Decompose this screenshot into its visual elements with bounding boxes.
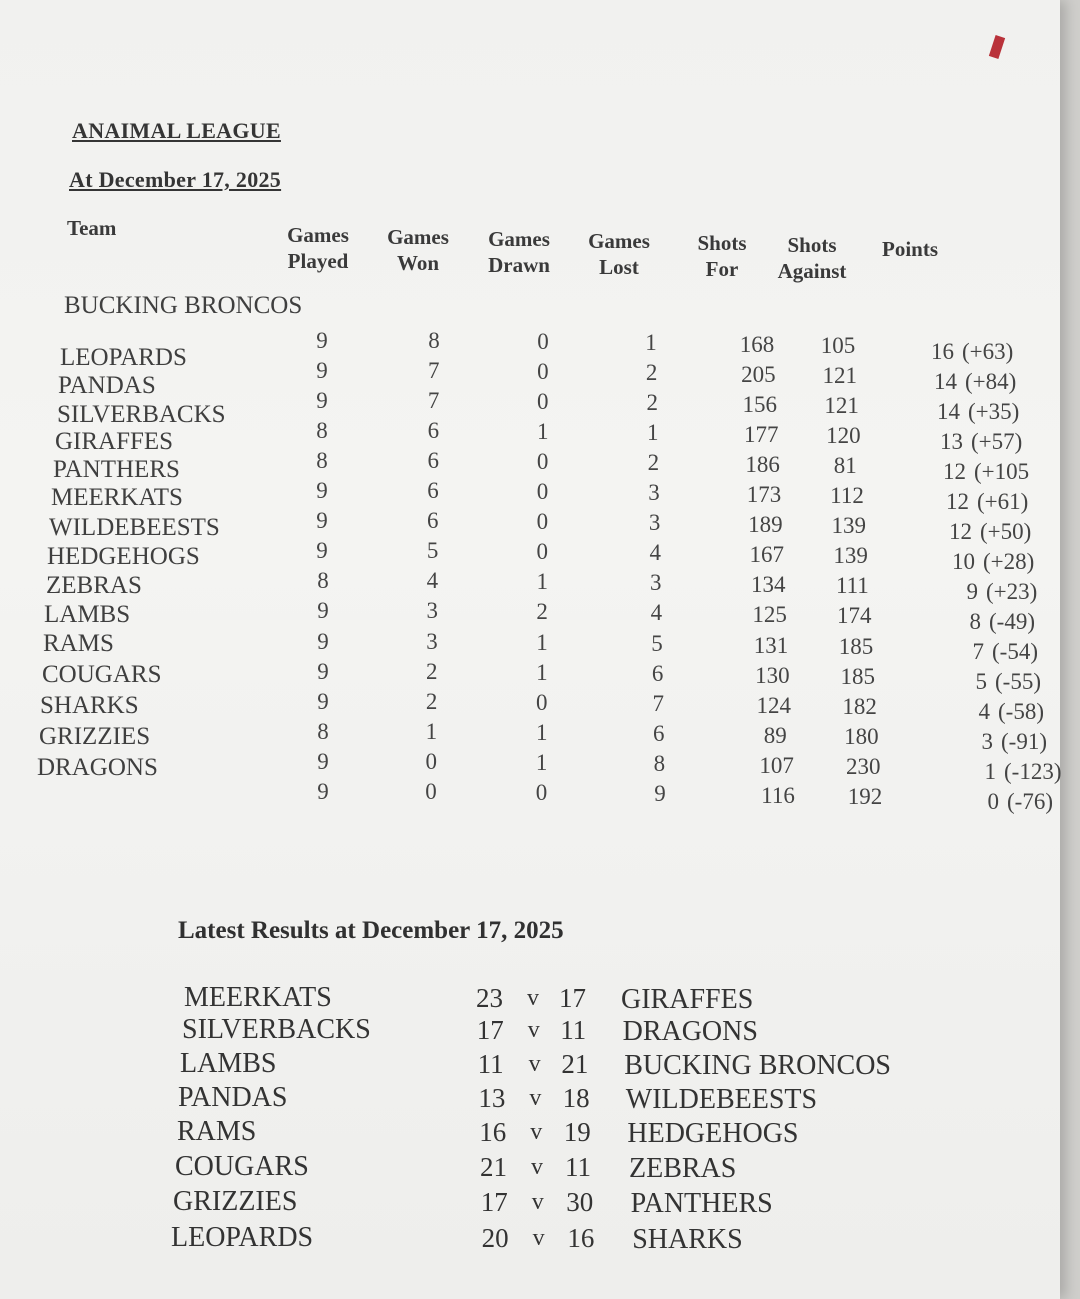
header-won-line: Games — [387, 225, 449, 249]
result-home-score: 21 — [480, 1152, 507, 1182]
cell-played: 9 — [316, 478, 328, 504]
result-away-team: WILDEBEESTS — [625, 1084, 818, 1115]
cell-points — [967, 729, 1047, 755]
results-title: Latest Results at December 17, 2025 — [178, 917, 564, 944]
goal-difference: (-76) — [1007, 788, 1053, 814]
cell-won: 2 — [425, 688, 438, 714]
cell-played: 9 — [317, 778, 329, 804]
result-home-score: 17 — [476, 1015, 504, 1045]
cell-shots-for: 167 — [749, 542, 785, 568]
cell-drawn: 1 — [536, 629, 548, 655]
points-value: 12 — [949, 518, 972, 544]
cell-played: 9 — [317, 688, 329, 714]
cell-won: 0 — [425, 778, 437, 804]
cell-shots-for: 205 — [741, 362, 776, 388]
result-away-team: PANTHERS — [630, 1188, 773, 1219]
cell-won: 5 — [426, 538, 439, 564]
points-value: 4 — [978, 698, 990, 724]
result-away-score: 16 — [567, 1223, 595, 1253]
header-played-line: Games — [287, 223, 349, 247]
cell-lost: 4 — [649, 540, 661, 566]
cell-shots-against: 180 — [844, 723, 879, 749]
team-name: MEERKATS — [51, 484, 183, 511]
points-value: 16 — [931, 339, 954, 364]
cell-played: 9 — [317, 598, 329, 624]
goal-difference: (+50) — [980, 518, 1032, 544]
cell-shots-for: 125 — [752, 602, 787, 628]
cell-lost: 3 — [648, 510, 661, 536]
cell-played: 9 — [316, 358, 328, 384]
cell-shots-against: 111 — [835, 573, 869, 599]
cell-played: 8 — [316, 448, 328, 474]
cell-drawn: 2 — [536, 599, 548, 625]
cell-points — [955, 609, 1035, 635]
cell-points — [943, 489, 1028, 515]
cell-points — [970, 759, 1061, 785]
header-won-line: Won — [396, 251, 440, 275]
cell-shots-for: 189 — [748, 512, 783, 538]
cell-drawn: 0 — [535, 779, 548, 805]
goal-difference: (-58) — [998, 698, 1044, 724]
result-versus: v — [532, 1225, 545, 1251]
cell-drawn: 0 — [537, 359, 549, 385]
cell-shots-for: 173 — [746, 482, 782, 508]
result-versus: v — [527, 1017, 540, 1043]
team-name: ZEBRAS — [46, 572, 142, 599]
header-shots-for — [697, 230, 746, 282]
goal-difference: (+57) — [971, 428, 1023, 454]
cell-shots-against: 185 — [840, 663, 876, 689]
points-value: 12 — [943, 458, 966, 484]
header-lost — [588, 228, 650, 280]
result-home-team: COUGARS — [175, 1151, 309, 1182]
goal-difference: (-49) — [989, 608, 1035, 634]
cell-shots-against: 121 — [822, 363, 858, 389]
points-value: 13 — [940, 428, 963, 454]
result-away-score: 18 — [562, 1083, 590, 1113]
team-name: HEDGEHOGS — [47, 543, 200, 570]
cell-shots-against: 182 — [842, 693, 877, 719]
points-value: 3 — [981, 728, 993, 754]
cell-shots-against: 81 — [833, 453, 857, 479]
result-home-score: 11 — [477, 1049, 504, 1079]
cell-shots-for: 130 — [755, 662, 790, 688]
goal-difference: (-123) — [1004, 758, 1062, 784]
points-value: 7 — [972, 638, 984, 664]
points-value: 14 — [934, 368, 957, 394]
cell-shots-against: 105 — [820, 333, 856, 358]
result-versus: v — [527, 985, 539, 1011]
points-value: 14 — [937, 398, 960, 424]
result-versus: v — [529, 1085, 542, 1111]
result-home-team: LAMBS — [180, 1048, 277, 1079]
cell-drawn: 1 — [536, 569, 548, 595]
team-name: LEOPARDS — [60, 344, 187, 371]
cell-drawn: 0 — [537, 389, 549, 415]
cell-points — [961, 669, 1041, 695]
league-title: ANAIMAL LEAGUE — [72, 118, 281, 143]
header-won — [387, 224, 449, 276]
result-away-score: 21 — [561, 1049, 589, 1079]
cell-lost: 1 — [647, 420, 659, 446]
cell-won: 6 — [427, 448, 439, 474]
cell-won: 7 — [427, 388, 440, 414]
team-name: BUCKING BRONCOS — [64, 292, 303, 319]
cell-shots-against: 174 — [836, 603, 872, 629]
header-played — [287, 222, 349, 274]
goal-difference: (-54) — [992, 638, 1038, 664]
cell-lost: 2 — [645, 360, 658, 386]
cell-won: 3 — [426, 628, 438, 654]
cell-drawn: 1 — [536, 659, 548, 685]
cell-shots-for: 131 — [753, 632, 789, 658]
cell-shots-against: 230 — [845, 753, 881, 779]
red-tab-marker — [989, 35, 1005, 59]
result-away-team: HEDGEHOGS — [627, 1118, 799, 1149]
result-away-team: SHARKS — [632, 1224, 743, 1255]
cell-won: 6 — [427, 418, 440, 444]
goal-difference: (+63) — [962, 339, 1014, 364]
result-away-score: 19 — [563, 1117, 591, 1147]
cell-lost: 8 — [653, 750, 666, 776]
result-home-score: 16 — [479, 1117, 507, 1147]
points-value: 9 — [966, 578, 978, 604]
result-home-team: SILVERBACKS — [182, 1014, 371, 1045]
cell-lost: 1 — [645, 330, 657, 355]
cell-points — [952, 579, 1037, 605]
cell-won: 8 — [428, 328, 440, 353]
team-name: LAMBS — [44, 601, 131, 628]
header-team: Team — [67, 216, 117, 240]
cell-played: 9 — [317, 628, 329, 654]
cell-lost: 2 — [647, 450, 660, 476]
header-lost-line: Lost — [599, 255, 639, 279]
cell-lost: 3 — [648, 480, 660, 506]
cell-drawn: 0 — [536, 539, 549, 565]
cell-lost: 5 — [651, 630, 663, 656]
result-away-team: DRAGONS — [622, 1016, 758, 1047]
cell-played: 9 — [316, 508, 328, 534]
cell-drawn: 1 — [535, 749, 548, 775]
header-drawn-line: Games — [488, 227, 550, 251]
cell-won: 1 — [425, 718, 438, 744]
header-shots-against — [778, 232, 847, 284]
cell-shots-against: 121 — [824, 393, 859, 419]
goal-difference: (+23) — [986, 578, 1038, 604]
cell-lost: 3 — [650, 570, 662, 596]
result-away-score: 11 — [565, 1152, 591, 1182]
result-home-score: 23 — [476, 983, 503, 1013]
team-name: WILDEBEESTS — [49, 514, 220, 541]
cell-points — [931, 369, 1016, 395]
cell-points — [949, 549, 1034, 575]
cell-played: 9 — [316, 328, 328, 353]
team-name: DRAGONS — [37, 754, 158, 781]
cell-points — [928, 339, 1013, 365]
cell-lost: 9 — [654, 780, 666, 806]
team-name: COUGARS — [42, 661, 162, 688]
cell-shots-for: 168 — [739, 332, 775, 357]
result-versus: v — [531, 1189, 544, 1215]
cell-won: 7 — [428, 358, 440, 384]
cell-drawn: 0 — [536, 479, 549, 505]
cell-shots-for: 156 — [742, 392, 778, 418]
result-away-score: 11 — [560, 1015, 587, 1045]
points-value: 12 — [946, 488, 969, 514]
cell-points — [934, 399, 1019, 425]
result-versus: v — [528, 1051, 541, 1077]
points-value: 5 — [975, 668, 987, 694]
cell-lost: 4 — [650, 600, 663, 626]
header-drawn — [488, 226, 550, 278]
header-played-line: Played — [287, 249, 349, 273]
cell-points — [973, 789, 1053, 815]
goal-difference: (-55) — [995, 668, 1041, 694]
points-value: 10 — [952, 548, 975, 574]
result-away-team: ZEBRAS — [629, 1153, 737, 1184]
goal-difference: (+61) — [977, 488, 1029, 514]
result-home-score: 20 — [481, 1223, 509, 1253]
cell-shots-against: 185 — [838, 633, 874, 659]
result-home-team: MEERKATS — [184, 982, 332, 1013]
header-shots-for-line: For — [705, 257, 739, 281]
cell-won: 6 — [427, 478, 439, 504]
result-away-team: BUCKING BRONCOS — [624, 1050, 892, 1081]
cell-shots-for: 116 — [761, 782, 795, 808]
cell-points — [937, 429, 1022, 455]
cell-lost: 6 — [653, 720, 665, 746]
result-away-score: 17 — [559, 983, 586, 1013]
cell-played: 9 — [316, 538, 328, 564]
team-name: SILVERBACKS — [57, 401, 226, 428]
result-home-team: PANDAS — [178, 1082, 288, 1113]
cell-shots-for: 177 — [743, 422, 779, 448]
points-value: 0 — [987, 788, 999, 814]
cell-shots-against: 139 — [831, 513, 867, 539]
header-lost-line: Games — [588, 229, 650, 253]
cell-drawn: 0 — [537, 329, 549, 354]
result-home-score: 17 — [480, 1187, 508, 1217]
points-value: 8 — [969, 608, 981, 634]
goal-difference: (+35) — [968, 398, 1020, 424]
cell-shots-against: 192 — [847, 783, 883, 809]
cell-shots-against: 112 — [830, 483, 864, 509]
result-home-team: LEOPARDS — [171, 1222, 314, 1253]
cell-drawn: 0 — [536, 689, 548, 715]
cell-played: 8 — [316, 418, 328, 444]
cell-played: 8 — [317, 718, 329, 744]
cell-drawn: 0 — [536, 449, 549, 475]
result-versus: v — [531, 1154, 543, 1180]
cell-shots-for: 124 — [756, 692, 792, 718]
team-name: SHARKS — [40, 692, 139, 719]
cell-drawn: 1 — [536, 419, 549, 445]
goal-difference: (+105 — [974, 458, 1030, 484]
header-shots-for-line: Shots — [697, 231, 747, 255]
cell-shots-for: 134 — [750, 572, 786, 598]
header-shots-against-line: Against — [777, 259, 847, 283]
result-home-team: RAMS — [177, 1116, 257, 1147]
result-home-team: GRIZZIES — [173, 1186, 298, 1217]
result-versus: v — [530, 1119, 543, 1145]
cell-drawn: 0 — [536, 509, 549, 535]
team-name: GRIZZIES — [39, 723, 151, 750]
cell-points — [964, 699, 1044, 725]
cell-lost: 6 — [651, 660, 664, 686]
cell-lost: 2 — [646, 390, 658, 416]
cell-shots-against: 139 — [833, 543, 868, 569]
cell-shots-for: 89 — [763, 722, 787, 748]
cell-played: 9 — [316, 388, 328, 414]
cell-played: 9 — [317, 658, 329, 684]
result-away-score: 30 — [566, 1187, 594, 1217]
cell-points — [958, 639, 1038, 665]
cell-played: 9 — [317, 748, 329, 774]
goal-difference: (-91) — [1001, 728, 1047, 754]
cell-points — [940, 459, 1029, 485]
result-away-team: GIRAFFES — [621, 984, 754, 1015]
cell-lost: 7 — [652, 690, 664, 716]
cell-won: 4 — [426, 568, 439, 594]
result-home-score: 13 — [478, 1083, 506, 1113]
team-name: GIRAFFES — [55, 428, 174, 455]
cell-played: 8 — [317, 568, 329, 594]
goal-difference: (+28) — [983, 548, 1035, 574]
league-date: At December 17, 2025 — [69, 167, 282, 192]
cell-drawn: 1 — [535, 719, 548, 745]
cell-shots-against: 120 — [826, 423, 861, 449]
header-drawn-line: Drawn — [488, 253, 550, 277]
cell-won: 3 — [426, 598, 438, 624]
goal-difference: (+84) — [965, 368, 1017, 394]
cell-shots-for: 186 — [745, 452, 780, 478]
cell-shots-for: 107 — [759, 752, 794, 778]
header-shots-against-line: Shots — [787, 233, 837, 257]
header-points: Points — [881, 237, 939, 261]
team-name: PANTHERS — [53, 456, 180, 483]
points-value: 1 — [984, 758, 996, 784]
cell-won: 0 — [425, 748, 437, 774]
cell-won: 2 — [426, 658, 438, 684]
cell-won: 6 — [427, 508, 439, 534]
team-name: RAMS — [43, 630, 114, 657]
team-name: PANDAS — [58, 372, 156, 399]
cell-points — [946, 519, 1031, 545]
